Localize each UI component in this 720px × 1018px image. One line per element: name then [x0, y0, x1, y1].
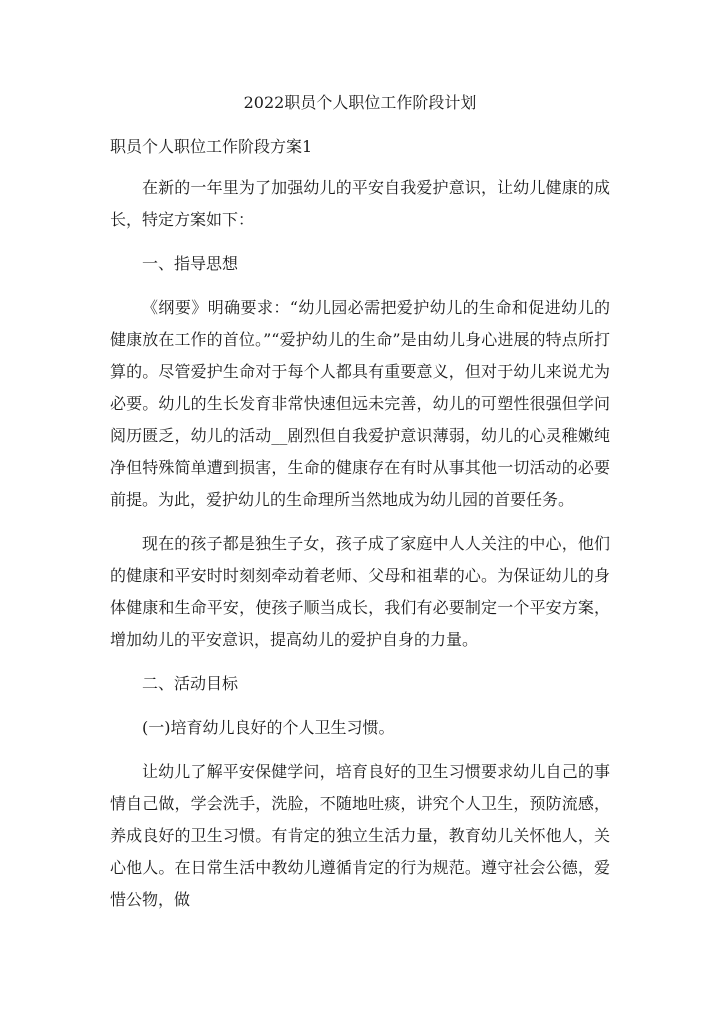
guiding-ideology-paragraph-1: 《纲要》明确要求：“幼儿园必需把爱护幼儿的生命和促进幼儿的健康放在工作的首位。”“爱护幼儿的生命”是由幼儿身心进展的特点所打算的。尽管爱护生命对于每个人都具有重要意义，但对于幼儿来说尤为必要。幼儿的生长发育非常快速但远未完善，幼儿的可塑性很强但学问阅历匮乏，幼儿的活动__剧烈但自我爱护意识薄弱，幼儿的心灵稚嫩纯净但特殊简单遭到损害，生命的健康存在有时从事其他一切活动的必要前提。为此，爱护幼儿的生命理所当然地成为幼儿园的首要任务。 — [110, 298, 610, 509]
intro-paragraph: 在新的一年里为了加强幼儿的平安自我爱护意识，让幼儿健康的成长，特定方案如下： — [110, 178, 610, 229]
document-title: 2022职员个人职位工作阶段计划 — [243, 93, 477, 112]
plan-subtitle: 职员个人职位工作阶段方案1 — [110, 137, 313, 156]
document-body — [110, 172, 610, 916]
section-heading-guiding-ideology: 一、指导思想 — [142, 254, 239, 273]
hygiene-habits-paragraph: 让幼儿了解平安保健学问，培育良好的卫生习惯要求幼儿自己的事情自己做，学会洗手，洗脸，不随地吐痰，讲究个人卫生，预防流感，养成良好的卫生习惯。有肯定的独立生活力量，教育幼儿关怀他人，关心他人。在日常生活中教幼儿遵循肯定的行为规范。遵守社会公德，爱惜公物，做 — [110, 762, 610, 909]
subheading-hygiene-habits: (一)培育幼儿良好的个人卫生习惯。 — [142, 718, 395, 737]
guiding-ideology-paragraph-2: 现在的孩子都是独生子女，孩子成了家庭中人人关注的中心，他们的健康和平安时时刻刻牵动着老师、父母和祖辈的心。为保证幼儿的身体健康和生命平安，使孩子顺当成长，我们有必要制定一个平安方案，增加幼儿的平安意识，提高幼儿的爱护自身的力量。 — [110, 534, 610, 649]
section-heading-activity-goals: 二、活动目标 — [142, 674, 239, 693]
